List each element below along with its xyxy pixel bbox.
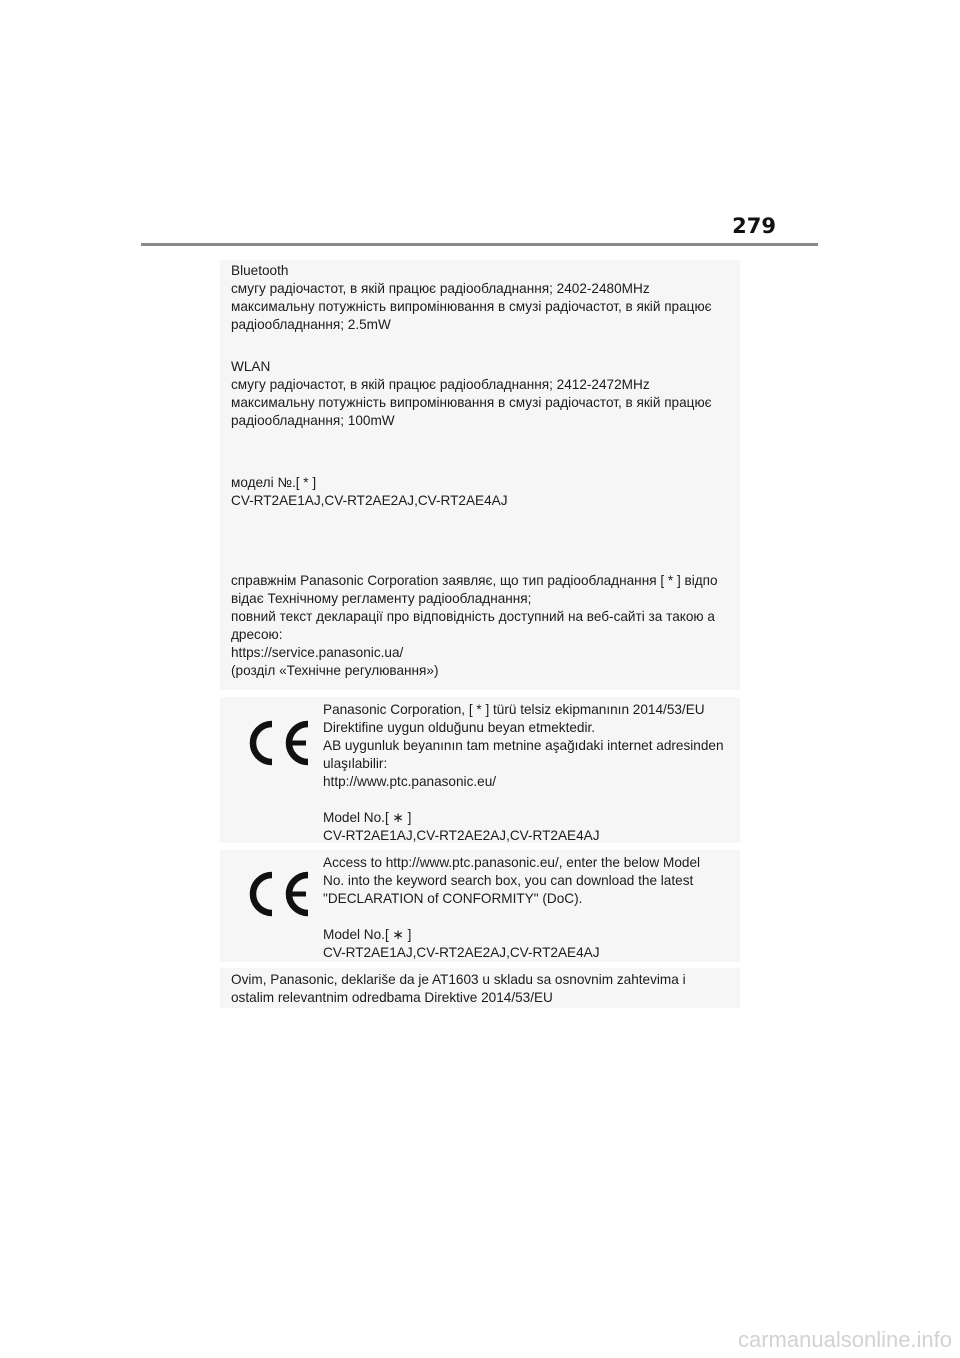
- turkish-line-2: Direktifine uygun olduğunu beyan etmektedir.: [323, 720, 596, 735]
- models-ua-list: CV-RT2AE1AJ,CV-RT2AE2AJ,CV-RT2AE4AJ: [231, 493, 508, 508]
- wlan-title: WLAN: [231, 359, 271, 374]
- bluetooth-line-3: радіообладнання; 2.5mW: [231, 317, 391, 332]
- models-ua-label: моделі №.[ * ]: [231, 475, 317, 490]
- bluetooth-line-1: смугу радіочастот, в якій працює радіообладнання; 2402-2480MHz: [231, 281, 650, 296]
- page-number: 279: [732, 214, 776, 238]
- english-model-list: CV-RT2AE1AJ,CV-RT2AE2AJ,CV-RT2AE4AJ: [323, 945, 600, 960]
- english-line-3: "DECLARATION of CONFORMITY" (DoC).: [323, 891, 583, 906]
- declaration-ua-line-5: https://service.panasonic.ua/: [231, 645, 404, 660]
- bosnian-line-1: Ovim, Panasonic, deklariše da je AT1603 u skladu sa osnovnim zahtevima i: [231, 972, 686, 987]
- turkish-model-list: CV-RT2AE1AJ,CV-RT2AE2AJ,CV-RT2AE4AJ: [323, 828, 600, 843]
- wlan-line-2: максимальну потужність випромінювання в смузі радіочастот, в якій працює: [231, 395, 712, 410]
- declaration-ua-line-2: відає Технічному регламенту радіообладнання;: [231, 591, 532, 606]
- declaration-ua-line-1: справжнім Panasonic Corporation заявляє, що тип радіообладнання [ * ] відпо: [231, 573, 718, 588]
- ce-mark-icon: [240, 719, 314, 767]
- declaration-ua-line-3: повний текст декларації про відповідність доступний на веб-сайті за такою а: [231, 609, 715, 624]
- english-model-label: Model No.[ ∗ ]: [323, 927, 412, 942]
- ce-mark-icon: [240, 870, 314, 918]
- wlan-line-3: радіообладнання; 100mW: [231, 413, 395, 428]
- turkish-line-4: ulaşılabilir:: [323, 756, 388, 771]
- bluetooth-title: Bluetooth: [231, 263, 289, 278]
- turkish-line-1: Panasonic Corporation, [ * ] türü telsiz ekipmanının 2014/53/EU: [323, 702, 705, 717]
- turkish-line-3: AB uygunluk beyanının tam metnine aşağıdaki internet adresinden: [323, 738, 724, 753]
- declaration-ua-line-4: дресою:: [231, 627, 283, 642]
- turkish-line-5: http://www.ptc.panasonic.eu/: [323, 774, 497, 789]
- footer-watermark: carmanualsonline.info: [738, 1327, 953, 1352]
- bosnian-section: [220, 968, 740, 1008]
- header-rule: [141, 243, 818, 246]
- bluetooth-line-2: максимальну потужність випромінювання в смузі радіочастот, в якій працює: [231, 299, 712, 314]
- turkish-model-label: Model No.[ ∗ ]: [323, 810, 412, 825]
- english-section: [220, 850, 740, 962]
- wlan-line-1: смугу радіочастот, в якій працює радіообладнання; 2412-2472MHz: [231, 377, 650, 392]
- english-line-1: Access to http://www.ptc.panasonic.eu/, enter the below Model: [323, 855, 701, 870]
- english-line-2: No. into the keyword search box, you can download the latest: [323, 873, 694, 888]
- turkish-section: [220, 697, 740, 843]
- declaration-ua-line-6: (розділ «Технічне регулювання»): [231, 663, 439, 678]
- ukrainian-section: [220, 260, 740, 690]
- bosnian-line-2: ostalim relevantnim odredbama Direktive 2014/53/EU: [231, 990, 553, 1005]
